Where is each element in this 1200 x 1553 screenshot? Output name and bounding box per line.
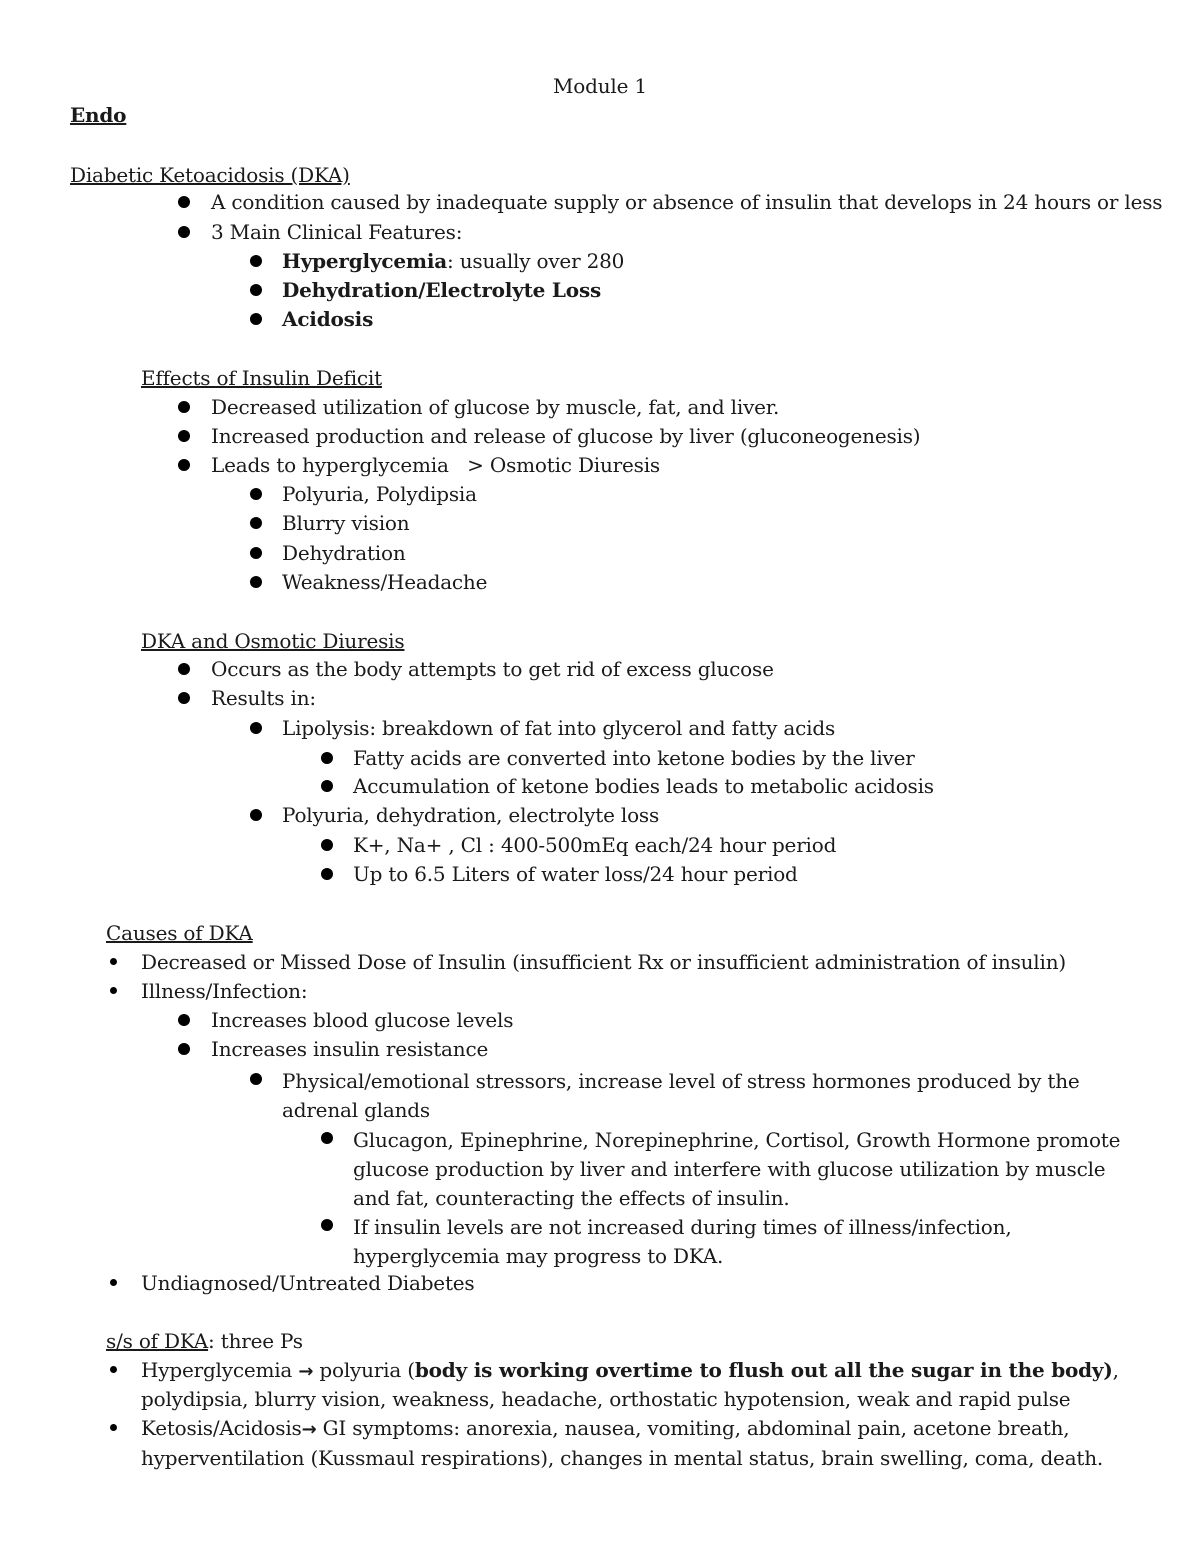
- bullet-icon: [321, 839, 333, 851]
- signs-item-1-text-b: polyuria (: [313, 1358, 415, 1382]
- bullet-icon: [250, 809, 262, 821]
- causes-heading: Causes of DKA: [106, 921, 253, 945]
- signs-heading-label: s/s of DKA: [106, 1329, 209, 1353]
- signs-item-2: [141, 1416, 1069, 1442]
- osmotic-lipolysis-sub-1: Fatty acids are converted into ketone bodies by the liver: [353, 746, 915, 770]
- causes-item-3: Undiagnosed/Untreated Diabetes: [141, 1271, 475, 1295]
- osmotic-item-1: Occurs as the body attempts to get rid of excess glucose: [211, 657, 774, 681]
- dka-features-label: 3 Main Clinical Features:: [211, 220, 463, 244]
- signs-item-2-line-2: hyperventilation (Kussmaul respirations), changes in mental status, brain swelling, coma, death.: [141, 1446, 1104, 1470]
- bullet-icon: [178, 196, 190, 208]
- bullet-icon: [110, 987, 117, 994]
- dka-feature-1: [282, 249, 624, 273]
- bullet-icon: [178, 692, 190, 704]
- bullet-icon: [110, 1424, 117, 1431]
- bullet-icon: [178, 663, 190, 675]
- bullet-icon: [178, 430, 190, 442]
- signs-item-1-text: Hyperglycemia: [141, 1358, 299, 1382]
- osmotic-item-2: Results in:: [211, 686, 316, 710]
- bullet-icon: [178, 459, 190, 471]
- causes-item-1: Decreased or Missed Dose of Insulin (insufficient Rx or insufficient administration of insulin): [141, 950, 1066, 974]
- page-title: Module 1: [553, 74, 647, 98]
- bullet-icon: [250, 313, 262, 325]
- bullet-icon: [250, 517, 262, 529]
- causes-illness-sub-2: Increases insulin resistance: [211, 1037, 489, 1061]
- feature-1-bold: Hyperglycemia: [282, 249, 447, 273]
- feature-1-rest: : usually over 280: [447, 249, 625, 273]
- bullet-icon: [250, 1073, 262, 1085]
- dka-feature-3: Acidosis: [282, 307, 374, 331]
- dka-feature-2: Dehydration/Electrolyte Loss: [282, 278, 602, 302]
- bullet-icon: [110, 1366, 117, 1373]
- signs-item-1-text-c: ,: [1112, 1358, 1119, 1382]
- bullet-icon: [250, 576, 262, 588]
- effects-sub-2: Blurry vision: [282, 511, 410, 535]
- bullet-icon: [321, 780, 333, 792]
- bullet-icon: [110, 1279, 117, 1286]
- osmotic-heading: DKA and Osmotic Diuresis: [141, 629, 405, 653]
- bullet-icon: [178, 226, 190, 238]
- dka-heading: Diabetic Ketoacidosis (DKA): [70, 163, 350, 187]
- bullet-icon: [250, 547, 262, 559]
- bullet-icon: [110, 958, 117, 965]
- bullet-icon: [250, 284, 262, 296]
- bullet-icon: [250, 488, 262, 500]
- effects-item-3: Leads to hyperglycemia > Osmotic Diuresis: [211, 453, 660, 477]
- osmotic-lipolysis: Lipolysis: breakdown of fat into glycerol and fatty acids: [282, 716, 836, 740]
- effects-item-1: Decreased utilization of glucose by muscle, fat, and liver.: [211, 395, 780, 419]
- bullet-icon: [250, 255, 262, 267]
- dka-definition: A condition caused by inadequate supply or absence of insulin that develops in 24 hours or less: [211, 190, 1163, 214]
- signs-item-1-line-2: polydipsia, blurry vision, weakness, headache, orthostatic hypotension, weak and rapid pulse: [141, 1387, 1071, 1411]
- arrow-right-icon: →: [301, 1419, 317, 1440]
- bullet-icon: [178, 1014, 190, 1026]
- signs-item-1-bold: body is working overtime to flush out all the sugar in the body): [414, 1358, 1113, 1382]
- signs-item-2-text: Ketosis/Acidosis: [141, 1416, 302, 1440]
- effects-sub-1: Polyuria, Polydipsia: [282, 482, 477, 506]
- signs-heading-rest: : three Ps: [208, 1329, 303, 1353]
- effects-item-2: Increased production and release of glucose by liver (gluconeogenesis): [211, 424, 921, 448]
- signs-heading: [106, 1329, 303, 1353]
- bullet-icon: [321, 752, 333, 764]
- bullet-icon: [321, 1132, 333, 1144]
- effects-sub-3: Dehydration: [282, 541, 406, 565]
- bullet-icon: [250, 722, 262, 734]
- causes-stressors: Physical/emotional stressors, increase level of stress hormones produced by the adrenal glands: [282, 1069, 1080, 1122]
- osmotic-polyuria: Polyuria, dehydration, electrolyte loss: [282, 803, 660, 827]
- causes-illness-sub-1: Increases blood glucose levels: [211, 1008, 514, 1032]
- effects-heading: Effects of Insulin Deficit: [141, 366, 382, 390]
- signs-item-1: [141, 1358, 1119, 1384]
- bullet-icon: [178, 1043, 190, 1055]
- section-heading: Endo: [70, 103, 127, 127]
- arrow-right-icon: →: [298, 1361, 314, 1382]
- causes-hormones: Glucagon, Epinephrine, Norepinephrine, Cortisol, Growth Hormone promote glucose production by liver and interfere with glucose utilization by muscle and fat, counteracting the effects of insulin.: [353, 1128, 1121, 1210]
- bullet-icon: [321, 1219, 333, 1231]
- effects-sub-4: Weakness/Headache: [282, 570, 488, 594]
- bullet-icon: [321, 868, 333, 880]
- causes-item-2: Illness/Infection:: [141, 979, 308, 1003]
- causes-insulin-levels: If insulin levels are not increased during times of illness/infection, hyperglycemia may progress to DKA.: [353, 1215, 1012, 1268]
- osmotic-lipolysis-sub-2: Accumulation of ketone bodies leads to metabolic acidosis: [353, 774, 934, 798]
- osmotic-polyuria-sub-1: K+, Na+ , Cl : 400-500mEq each/24 hour period: [353, 833, 837, 857]
- osmotic-polyuria-sub-2: Up to 6.5 Liters of water loss/24 hour period: [353, 862, 798, 886]
- signs-item-2-text-b: GI symptoms: anorexia, nausea, vomiting, abdominal pain, acetone breath,: [316, 1416, 1070, 1440]
- bullet-icon: [178, 401, 190, 413]
